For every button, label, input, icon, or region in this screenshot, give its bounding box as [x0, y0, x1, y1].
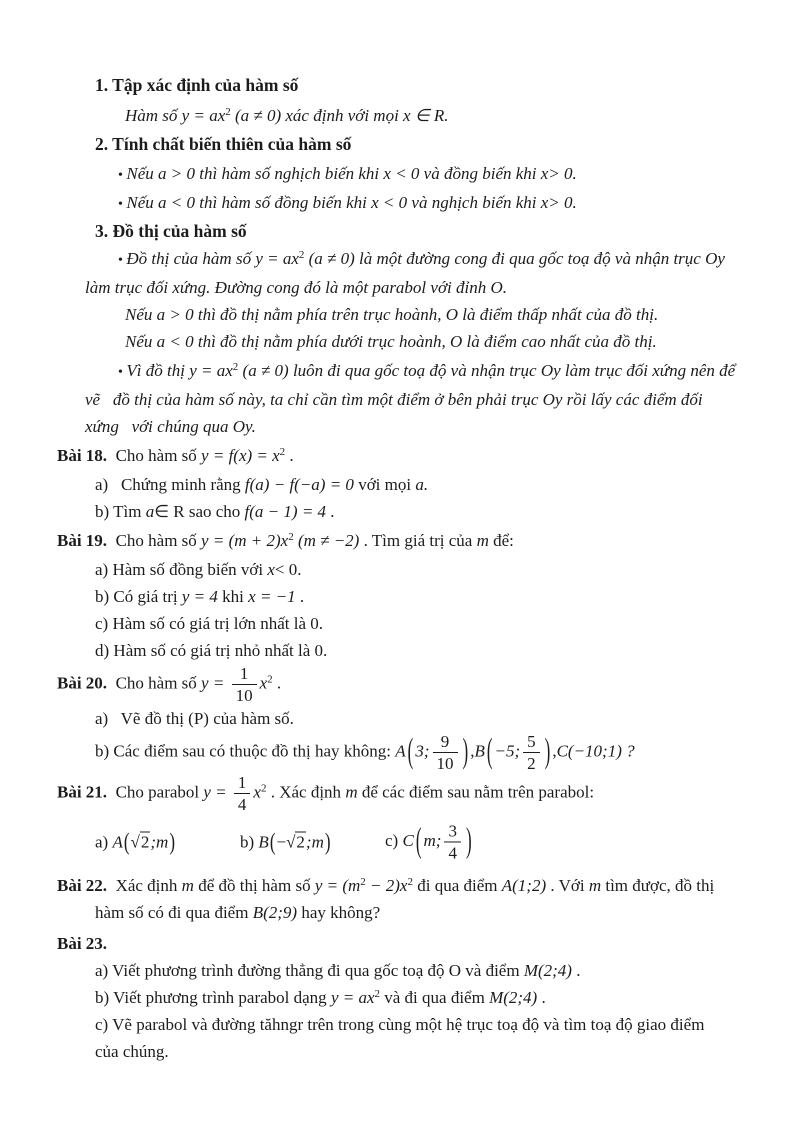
text-segment: a) Chứng minh rằng — [95, 475, 245, 494]
bullet-icon: • — [118, 197, 127, 212]
text-segment: a) Vẽ đồ thị (P) của hàm số. — [95, 709, 294, 729]
big-paren: ) — [324, 827, 331, 856]
section-2-heading — [95, 131, 800, 158]
exercise-23-title — [57, 930, 800, 957]
text-segment: M(2;4) — [489, 988, 538, 1008]
text-segment: B — [474, 741, 485, 761]
text-segment: y = ax — [255, 249, 299, 268]
bold-label: Bài 19. — [57, 531, 108, 550]
superscript: 2 — [360, 876, 366, 889]
big-paren: ( — [123, 827, 130, 856]
text-segment: Nếu a > 0 thì hàm số nghịch biến khi x < 0 và đồng biến khi x> 0. — [126, 164, 577, 183]
radical-sign: √ — [286, 832, 296, 852]
text-segment: m — [476, 531, 489, 550]
text-segment: 3; — [415, 741, 430, 761]
exercise-23-part-c — [95, 1011, 800, 1038]
exercise-21-point-c — [385, 822, 474, 863]
text-segment: . Với — [546, 876, 589, 896]
text-segment: xứng với chúng qua Oy. — [85, 417, 256, 436]
superscript: 2 — [298, 249, 305, 261]
exercise-18-part-b — [95, 498, 800, 525]
exercise-21-points-row — [0, 814, 800, 870]
superscript: 2 — [260, 782, 267, 795]
text-segment: là một đường cong đi qua gốc toạ độ và nhận trục Oy — [359, 249, 725, 268]
text-segment: đi qua điểm — [412, 876, 502, 896]
big-paren: ) — [544, 730, 551, 770]
text-segment: a — [145, 502, 155, 521]
text-segment: Cho hàm số — [107, 446, 202, 465]
bold-label: 2. Tính chất biến thiên của hàm số — [95, 134, 352, 154]
text-segment: . — [571, 961, 581, 981]
exercise-19-part-a — [95, 556, 800, 583]
text-segment: y = — [203, 782, 231, 802]
exercise-20-title — [57, 664, 800, 705]
bullet-icon: • — [118, 168, 127, 183]
big-paren: ( — [407, 730, 414, 770]
bullet-icon: • — [118, 365, 127, 380]
text-segment: C — [556, 741, 568, 761]
text-segment: − 2)x — [365, 876, 408, 896]
text-segment: (a ≠ 0) — [230, 106, 286, 125]
text-segment: a) Hàm số đồng biến với — [95, 560, 268, 579]
text-segment: . — [537, 988, 546, 1008]
text-segment: để: — [488, 531, 514, 550]
text-segment: ;m — [150, 832, 169, 852]
exercise-20-part-b — [95, 732, 800, 773]
text-segment: B(2;9) — [252, 903, 298, 923]
text-segment: c) Hàm số có giá trị lớn nhất là 0. — [95, 614, 324, 633]
text-segment: A — [112, 832, 123, 852]
bold-label: Bài 21. — [57, 782, 108, 802]
big-paren: ) — [462, 730, 469, 770]
superscript: 2 — [288, 531, 294, 543]
text-segment: Cho parabol — [107, 782, 204, 802]
text-segment: để đồ thị hàm số — [193, 876, 315, 896]
fraction — [523, 732, 540, 773]
text-segment: hàm số có đi qua điểm — [95, 903, 253, 923]
section-3-note-1 — [125, 301, 800, 328]
text-segment: y = ax — [330, 988, 375, 1008]
text-segment: để các điểm sau nằm trên parabol: — [357, 782, 595, 802]
section-3-heading — [95, 218, 800, 245]
text-segment: f(a) − f(−a) = 0 — [244, 475, 354, 494]
text-segment: của chúng. — [95, 1042, 169, 1062]
exercise-21-title — [57, 773, 800, 814]
text-segment: ;m — [305, 832, 324, 852]
text-segment: và đi qua điểm — [380, 988, 490, 1008]
fraction — [444, 822, 461, 863]
text-segment: C — [402, 831, 414, 851]
text-segment: . — [295, 587, 305, 606]
text-segment: m; — [423, 831, 442, 851]
text-segment: y = f(x) = x — [201, 446, 280, 465]
text-segment: tìm được, đồ thị — [601, 876, 715, 896]
section-2-bullet-2 — [118, 189, 800, 218]
bold-label: Bài 18. — [57, 446, 108, 465]
text-segment: y = ax — [189, 361, 233, 380]
exercise-22-line-2 — [95, 899, 800, 926]
text-segment: A — [395, 741, 406, 761]
exercise-18-title — [57, 442, 800, 469]
superscript: 2 — [232, 361, 239, 373]
text-segment: a) Viết phương trình đường thẳng đi qua gốc toạ độ O và điểm — [95, 961, 524, 981]
bullet-icon: • — [118, 253, 127, 268]
text-segment: , — [552, 741, 557, 761]
text-segment: (a ≠ 0) — [304, 249, 360, 268]
text-segment: y = (m + 2)x — [201, 531, 289, 550]
text-segment: f(a − 1) = 4 — [244, 502, 327, 521]
text-segment: xác định với mọi x ∈ R. — [285, 106, 449, 125]
fraction-numerator: 9 — [433, 732, 458, 753]
big-paren: ) — [465, 820, 472, 860]
text-segment: luôn đi qua gốc toạ độ và nhận trục Oy làm trục đối xứng nên để — [292, 361, 736, 380]
text-segment: (−10;1) ? — [567, 741, 635, 761]
text-segment: d) Hàm số có giá trị nhỏ nhất là 0. — [95, 641, 328, 660]
text-segment: Vì đồ thị — [126, 361, 190, 380]
exercise-19-part-d — [95, 637, 800, 664]
section-3-bullet-1 — [118, 245, 800, 274]
text-segment: hay không? — [297, 903, 381, 923]
fraction — [232, 664, 257, 705]
bold-label: Bài 22. — [57, 876, 108, 896]
fraction-denominator: 4 — [448, 843, 457, 863]
text-segment: khi — [217, 587, 249, 606]
text-segment: c) Vẽ parabol và đường tăhngr trên trong cùng một hệ trục toạ độ và tìm toạ độ giao điểm — [95, 1015, 705, 1035]
big-paren: ( — [415, 820, 422, 860]
radicand: 2 — [140, 832, 150, 852]
text-segment: (a ≠ 0) — [238, 361, 293, 380]
section-1-heading — [95, 72, 800, 99]
text-segment: b) Các điểm sau có thuộc đồ thị hay không: — [95, 741, 396, 761]
text-segment: Nếu a < 0 thì đồ thị nằm phía dưới trục hoành, O là điểm cao nhất của đồ thị. — [125, 332, 657, 351]
section-3-body-4 — [85, 413, 800, 440]
text-segment: Nếu a < 0 thì hàm số đồng biến khi x < 0 và nghịch biến khi x> 0. — [126, 193, 577, 212]
fraction-denominator: 4 — [237, 795, 247, 815]
text-segment: (m ≠ −2) — [293, 531, 360, 550]
text-segment: y = — [201, 673, 229, 693]
text-segment: a. — [415, 475, 429, 494]
text-segment: x — [267, 560, 275, 579]
fraction-numerator: 1 — [234, 773, 251, 794]
fraction-denominator: 10 — [436, 754, 454, 774]
text-segment: b) Có giá trị — [95, 587, 182, 606]
section-3-bullet-2 — [118, 357, 800, 386]
text-segment: M(2;4) — [523, 961, 572, 981]
fraction-numerator: 1 — [232, 664, 257, 685]
text-segment: . — [285, 446, 294, 465]
fraction — [433, 732, 458, 773]
text-segment: Nếu a > 0 thì đồ thị nằm phía trên trục hoành, O là điểm thấp nhất của đồ thị. — [125, 305, 659, 324]
text-segment: Cho hàm số — [107, 531, 202, 550]
text-segment: < 0. — [274, 560, 302, 579]
text-segment: Hàm số — [125, 106, 182, 125]
exercise-19-part-b — [95, 583, 800, 610]
text-segment: b) Viết phương trình parabol dạng — [95, 988, 331, 1008]
text-segment: x — [253, 782, 261, 802]
text-segment: làm trục đối xứng. Đường cong đó là một parabol với đỉnh O. — [85, 278, 507, 297]
text-segment: b) — [240, 832, 259, 852]
text-segment: c) — [385, 831, 403, 851]
text-segment: . Xác định — [266, 782, 346, 802]
exercise-21-point-b — [240, 829, 332, 856]
big-paren: ( — [486, 730, 493, 770]
text-segment: m — [588, 876, 602, 896]
text-segment: với mọi — [353, 475, 416, 494]
text-segment: x — [259, 673, 268, 693]
fraction-denominator: 10 — [235, 686, 253, 706]
text-segment: vẽ đồ thị của hàm số này, ta chỉ cần tìm một điểm ở bên phải trục Oy rồi lấy các điểm đối — [85, 390, 703, 409]
exercise-23-part-a — [95, 957, 800, 984]
radical-sign: √ — [130, 832, 140, 852]
big-paren: ( — [269, 827, 276, 856]
exercise-19-part-c — [95, 610, 800, 637]
text-segment: . — [272, 673, 282, 693]
exercise-21-point-a — [95, 829, 176, 856]
exercise-19-title — [57, 527, 800, 554]
section-3-note-2 — [125, 328, 800, 355]
text-segment: Xác định — [107, 876, 182, 896]
fraction — [234, 773, 251, 814]
text-segment: −5; — [494, 741, 521, 761]
text-segment: B — [258, 832, 269, 852]
text-segment: a) — [95, 832, 113, 852]
text-segment: . Tìm giá trị của — [359, 531, 477, 550]
superscript: 2 — [407, 876, 413, 889]
fraction-numerator: 3 — [444, 822, 461, 843]
section-3-body-2 — [85, 274, 800, 301]
text-segment: y = 4 — [181, 587, 218, 606]
text-segment: m — [181, 876, 194, 896]
big-paren: ) — [169, 827, 175, 856]
section-2-bullet-1 — [118, 160, 800, 189]
bold-label: 3. Đồ thị của hàm số — [95, 221, 247, 241]
bold-label: 1. Tập xác định của hàm số — [95, 75, 299, 95]
superscript: 2 — [225, 106, 231, 118]
bold-label: Bài 20. — [57, 673, 108, 693]
text-segment: Cho hàm số — [107, 673, 202, 693]
text-segment: , — [470, 741, 475, 761]
exercise-22-title — [57, 872, 800, 899]
text-segment: Đồ thị của hàm số — [126, 249, 256, 268]
bold-label: Bài 23. — [57, 934, 108, 954]
exercise-23-part-b — [95, 984, 800, 1011]
section-3-body-3 — [85, 386, 800, 413]
exercise-23-part-c-line-2 — [95, 1038, 800, 1065]
exercise-18-part-a — [95, 471, 800, 498]
text-segment: x = −1 — [248, 587, 296, 606]
text-segment: . — [326, 502, 335, 521]
text-segment: b) Tìm — [95, 502, 146, 521]
text-segment: − — [276, 832, 287, 852]
text-segment: y = (m — [314, 876, 361, 896]
radicand: 2 — [296, 832, 305, 852]
text-segment: m — [345, 782, 358, 802]
section-1-body — [125, 102, 800, 129]
exercise-20-part-a — [95, 705, 800, 732]
superscript: 2 — [267, 673, 273, 686]
fraction-denominator: 2 — [527, 754, 536, 774]
text-segment: ∈ R sao cho — [154, 502, 245, 521]
superscript: 2 — [279, 446, 286, 458]
fraction-numerator: 5 — [523, 732, 540, 753]
superscript: 2 — [374, 988, 380, 1001]
text-segment: A(1;2) — [501, 876, 547, 896]
text-segment: y = ax — [181, 106, 226, 125]
